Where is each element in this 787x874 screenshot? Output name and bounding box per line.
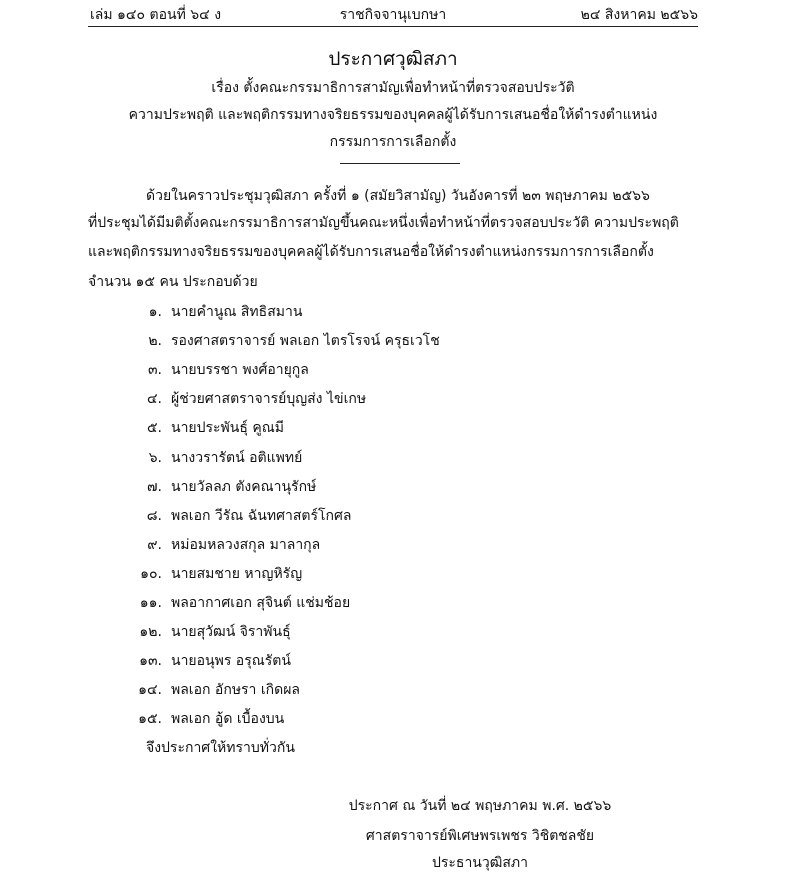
list-item [0,330,787,352]
list-item [0,301,787,323]
member-name: นายสมชาย หาญหิรัญ [171,565,303,582]
member-name: นายประพันธุ์ คูณมี [171,420,284,437]
member-number: ๗. [147,478,162,495]
member-number: ๑๕. [138,711,162,728]
list-item [0,592,787,614]
member-number: ๖. [148,449,162,466]
body-line-2: ที่ประชุมได้มีมติตั้งคณะกรรมาธิการสามัญขึ้นคณะหนึ่งเพื่อทำหน้าที่ตรวจสอบประวัติ ความประพฤติ [88,215,679,231]
member-name: นายวัลลภ ตังคณานุรักษ์ [171,478,317,495]
member-name: พลเอก วีรัณ ฉันทศาสตร์โกศล [171,507,352,524]
list-item [0,708,787,730]
member-number: ๑๑. [139,595,162,611]
list-item [0,650,787,672]
body-line-3: และพฤติกรรมทางจริยธรรมของบุคคลผู้ได้รับการเสนอชื่อให้ดำรงตำแหน่งกรรมการการเลือกตั้ง [88,244,654,260]
volume-issue: เล่ม ๑๔๐ ตอนที่ ๖๔ ง [90,7,222,23]
member-name: นางวรารัตน์ อติแพทย์ [171,449,303,466]
subject-line-3: กรรมการการเลือกตั้ง [329,134,457,150]
member-number: ๑๓. [139,653,162,670]
body-line-1: ด้วยในคราวประชุมวุฒิสภา ครั้งที่ ๑ (สมัยวิสามัญ) วันอังคารที่ ๒๓ พฤษภาคม ๒๕๖๖ [146,188,650,204]
member-name: นายบรรชา พงศ์อายุกูล [171,362,309,379]
announcement-date: ประกาศ ณ วันที่ ๒๔ พฤษภาคม พ.ศ. ๒๕๖๖ [348,798,612,814]
subject-line-2: ความประพฤติ และพฤติกรรมทางจริยธรรมของบุคคลผู้ได้รับการเสนอชื่อให้ดำรงตำแหน่ง [128,107,658,123]
member-name: รองศาสตราจารย์ พลเอก ไตรโรจน์ ครุธเวโช [171,333,440,350]
subject-line-1: เรื่อง ตั้งคณะกรรมาธิการสามัญเพื่อทำหน้าที่ตรวจสอบประวัติ [211,80,575,96]
list-item [0,534,787,556]
member-name: นายคำนูณ สิทธิสมาน [171,304,303,320]
header-date: ๒๔ สิงหาคม ๒๕๖๖ [580,7,698,23]
gazette-header [88,0,698,27]
member-number: ๑๐. [140,565,162,582]
closing-statement: จึงประกาศให้ทราบทั่วกัน [146,740,295,756]
list-item [0,388,787,410]
member-name: พลอากาศเอก สุจินต์ แช่มช้อย [171,595,351,611]
list-item [0,359,787,381]
signer-name: ศาสตราจารย์พิเศษพรเพชร วิชิตชลชัย [365,828,595,844]
member-name: หม่อมหลวงสกุล มาลากุล [171,536,321,553]
member-name: พลเอก อักษรา เกิดผล [171,682,301,699]
member-number: ๘. [146,507,162,524]
list-item [0,621,787,643]
list-item [0,563,787,585]
member-number: ๑๔. [138,682,162,699]
signer-position: ประธานวุฒิสภา [431,855,529,871]
member-name: นายสุวัฒน์ จิราพันธุ์ [171,624,291,641]
member-number: ๔. [146,391,162,408]
announcement-title: ประกาศวุฒิสภา [328,48,458,70]
list-item [0,476,787,498]
member-number: ๒. [148,333,162,350]
member-number: ๙. [147,536,162,553]
gazette-name: ราชกิจจานุเบกษา [339,7,447,23]
member-number: ๕. [146,420,162,437]
title-divider [340,163,460,164]
list-item [0,417,787,439]
body-line-4: จำนวน ๑๕ คน ประกอบด้วย [88,274,258,290]
member-name: นายอนุพร อรุณรัตน์ [171,653,291,670]
list-item [0,505,787,527]
member-number: ๓. [147,362,162,379]
member-number: ๑. [148,304,162,320]
list-item [0,679,787,701]
member-name: พลเอก อู้ด เบื้องบน [171,711,285,728]
list-item [0,447,787,469]
member-number: ๑๒. [139,624,162,641]
member-name: ผู้ช่วยศาสตราจารย์บุญส่ง ไข่เกษ [171,391,367,408]
